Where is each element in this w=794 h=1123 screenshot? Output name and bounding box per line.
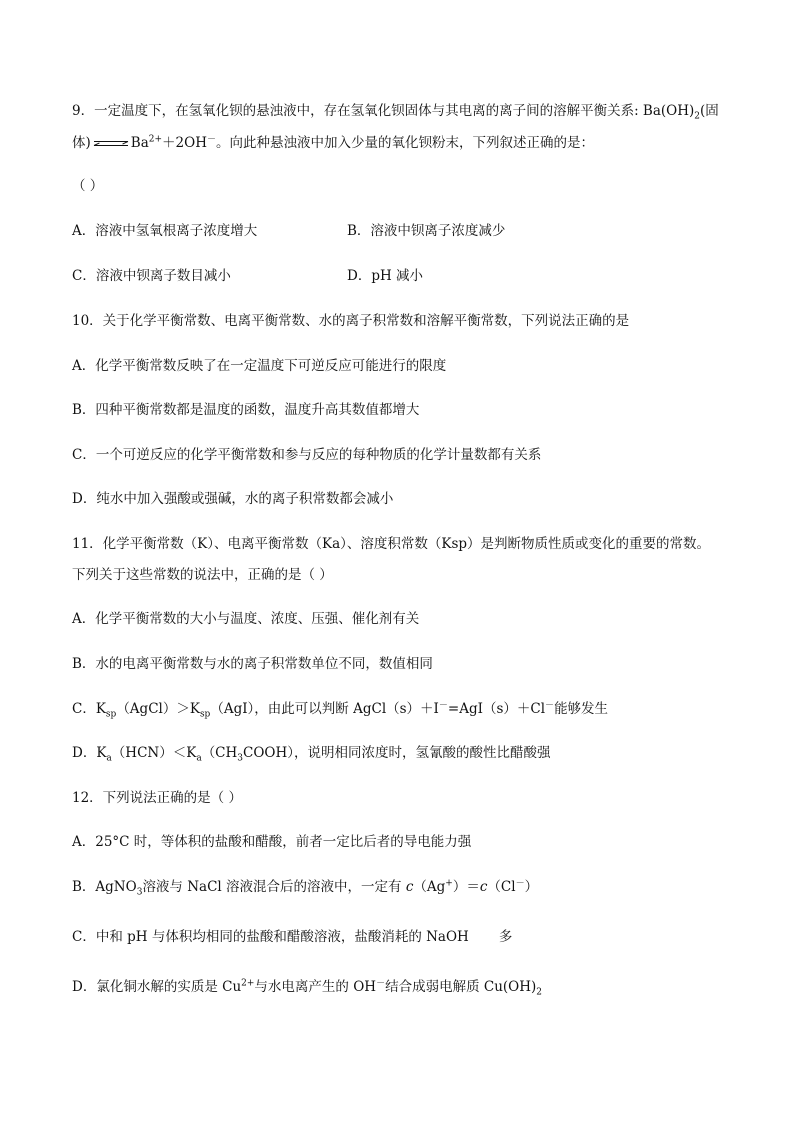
q9-option-a[interactable]: A．溶液中氢氧根离子浓度增大 (72, 223, 258, 239)
q9-answer-bracket: （ ） (72, 178, 104, 194)
q12-option-c[interactable]: C．中和 pH 与体积均相同的盐酸和醋酸溶液，盐酸消耗的 NaOH 多 (72, 929, 513, 945)
q11-option-a[interactable]: A．化学平衡常数的大小与温度、浓度、压强、催化剂有关 (72, 611, 420, 627)
q11-stem-line1: 11．化学平衡常数（K）、电离平衡常数（Ka）、溶度积常数（Ksp）是判断物质性质或变化的重要的常数。 (72, 536, 711, 552)
q9-stem-line2: 体) $Ba^{2+}+2OH^-$。向此种悬浊液中加入少量的氧化钡粉末，下列叙述正确的是： (72, 134, 594, 151)
q10-stem: 10．关于化学平衡常数、电离平衡常数、水的离子积常数和溶解平衡常数，下列说法正确的是 (72, 313, 630, 329)
q9-stem-line1: 9．一定温度下，在氢氧化钡的悬浊液中，存在氢氧化钡固体与其电离的离子间的溶解平衡关系: $Ba(OH)_2$(固 (72, 103, 719, 122)
q10-option-a[interactable]: A．化学平衡常数反映了在一定温度下可逆反应可能进行的限度 (72, 358, 447, 374)
q9-option-c[interactable]: C．溶液中钡离子数目减小 (72, 268, 231, 284)
q10-option-b[interactable]: B．四种平衡常数都是温度的函数，温度升高其数值都增大 (72, 402, 420, 418)
q12-option-d[interactable]: D．氯化铜水解的实质是 $Cu^{2+}$与水电离产生的 OH－结合成弱电解质 $Cu(OH)_2$ (72, 978, 543, 998)
q11-option-d[interactable]: D．$K_a(HCN)<K_a(CH_3COOH)$，说明相同浓度时，氢氰酸的酸性比醋酸强 (72, 745, 551, 764)
q12-option-a[interactable]: A．25°C 时，等体积的盐酸和醋酸，前者一定比后者的导电能力强 (72, 834, 472, 850)
equilibrium-arrow-icon (94, 139, 128, 149)
q11-option-b[interactable]: B．水的电离平衡常数与水的离子积常数单位不同，数值相同 (72, 656, 433, 672)
q9-option-d[interactable]: D．pH 减小 (347, 268, 424, 284)
q10-option-c[interactable]: C．一个可逆反应的化学平衡常数和参与反应的每种物质的化学计量数都有关系 (72, 447, 542, 463)
q12-option-b[interactable]: B．AgNO$_3$溶液与 NaCl 溶液混合后的溶液中，一定有 c（Ag+）＝c（Cl－） (72, 878, 539, 898)
q10-option-d[interactable]: D．纯水中加入强酸或强碱，水的离子积常数都会减小 (72, 491, 394, 507)
q11-option-c[interactable]: C．$K_{sp}(AgCl)>K_{sp}(AgI)$，由此可以判断 AgCl（s）＋I－=AgI（s）＋Cl－能够发生 (72, 700, 609, 720)
q11-stem-line2: 下列关于这些常数的说法中，正确的是（ ） (72, 567, 333, 583)
q12-stem: 12．下列说法正确的是（ ） (72, 790, 242, 806)
q9-option-b[interactable]: B．溶液中钡离子浓度减少 (347, 223, 506, 239)
